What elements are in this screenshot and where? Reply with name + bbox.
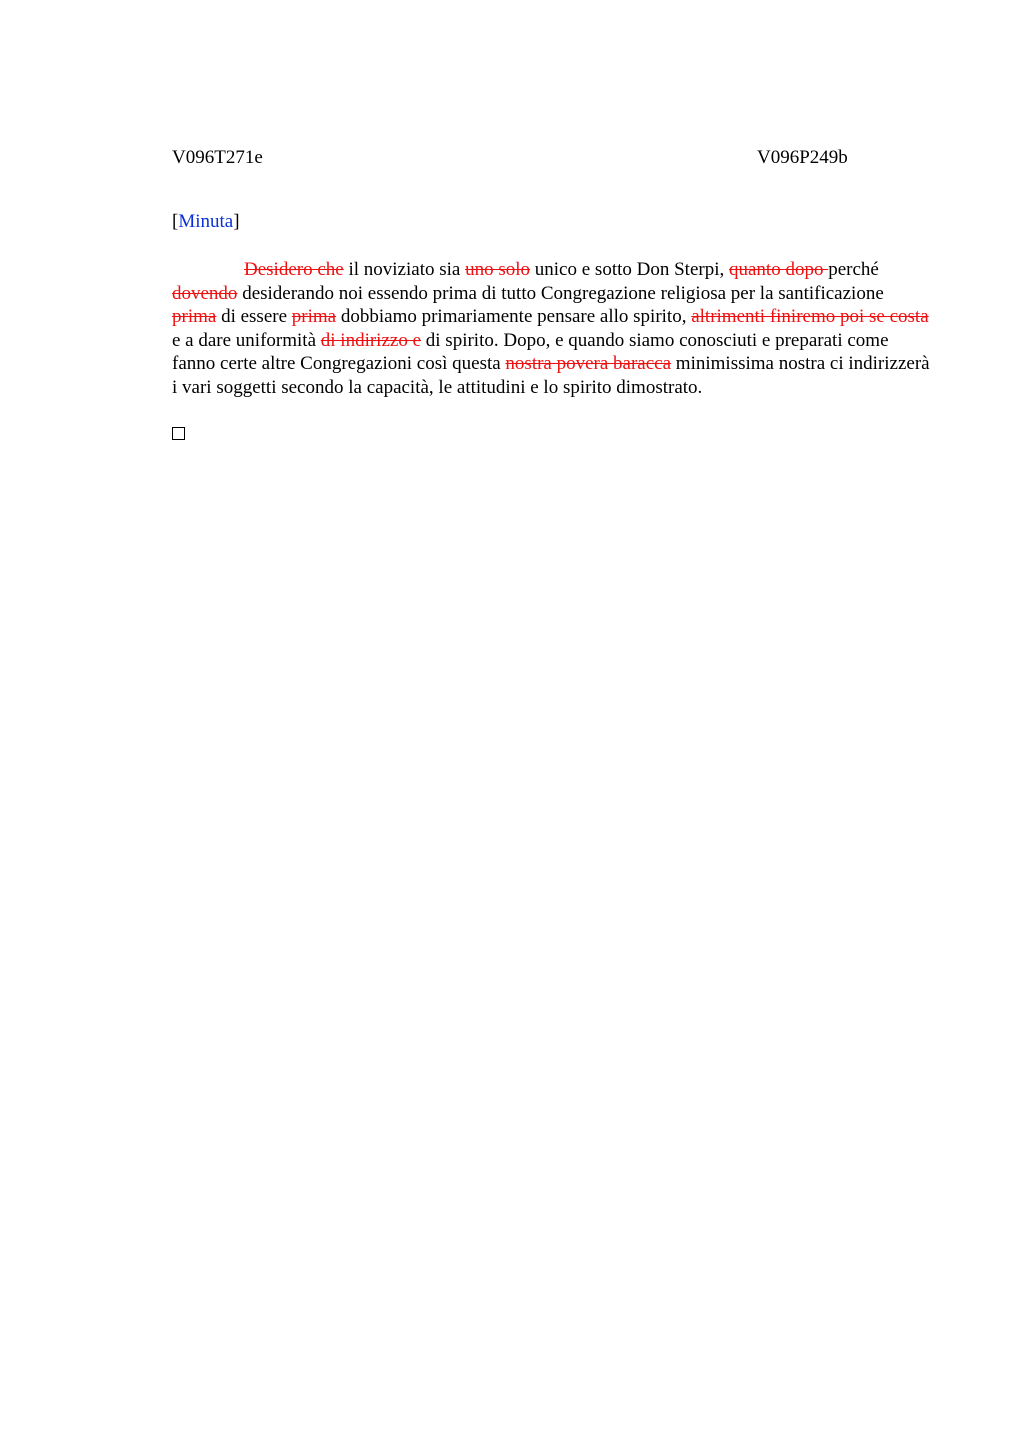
document-type-word: Minuta: [178, 211, 234, 232]
text-segment: unico e sotto Don Sterpi,: [530, 259, 729, 280]
close-bracket: ]: [233, 211, 240, 232]
document-code-right: V096P249b: [757, 147, 848, 168]
text-segment: il noviziato sia: [343, 259, 466, 280]
deleted-text-segment: prima: [172, 306, 217, 328]
document-type-label: [172, 210, 240, 234]
text-segment: di essere: [216, 306, 292, 328]
deleted-text-segment: quanto dopo: [728, 259, 829, 280]
text-segment: dobbiamo primariamente pensare allo spirito,: [336, 306, 692, 328]
deleted-text-segment: dovendo: [172, 282, 238, 304]
deleted-text-segment: prima: [291, 306, 337, 328]
text-segment: di spirito. Dopo, e quando siamo conosciuti e preparati come fanno certe altre Congregazioni così questa: [172, 329, 889, 375]
deleted-text-segment: altrimenti finiremo poi se costa: [691, 306, 929, 328]
square-outline-icon: [172, 427, 185, 440]
deleted-text-segment: Desidero che: [244, 259, 344, 280]
deleted-text-segment: nostra povera baracca: [505, 353, 672, 375]
text-segment: perché: [828, 259, 879, 280]
text-segment: e a dare uniformità: [172, 329, 321, 351]
deleted-text-segment: di indirizzo e: [320, 329, 422, 351]
letter-body-paragraph: [172, 258, 930, 400]
open-bracket: [: [172, 211, 179, 232]
text-segment: desiderando noi essendo prima di tutto Congregazione religiosa per la santificazione: [237, 282, 884, 304]
document-code-left: V096T271e: [172, 147, 263, 168]
text-segment: minimissima nostra ci indirizzerà i vari soggetti secondo la capacità, le attitudini e lo spirito dimostrato.: [172, 353, 930, 398]
deleted-text-segment: uno solo: [465, 259, 531, 280]
